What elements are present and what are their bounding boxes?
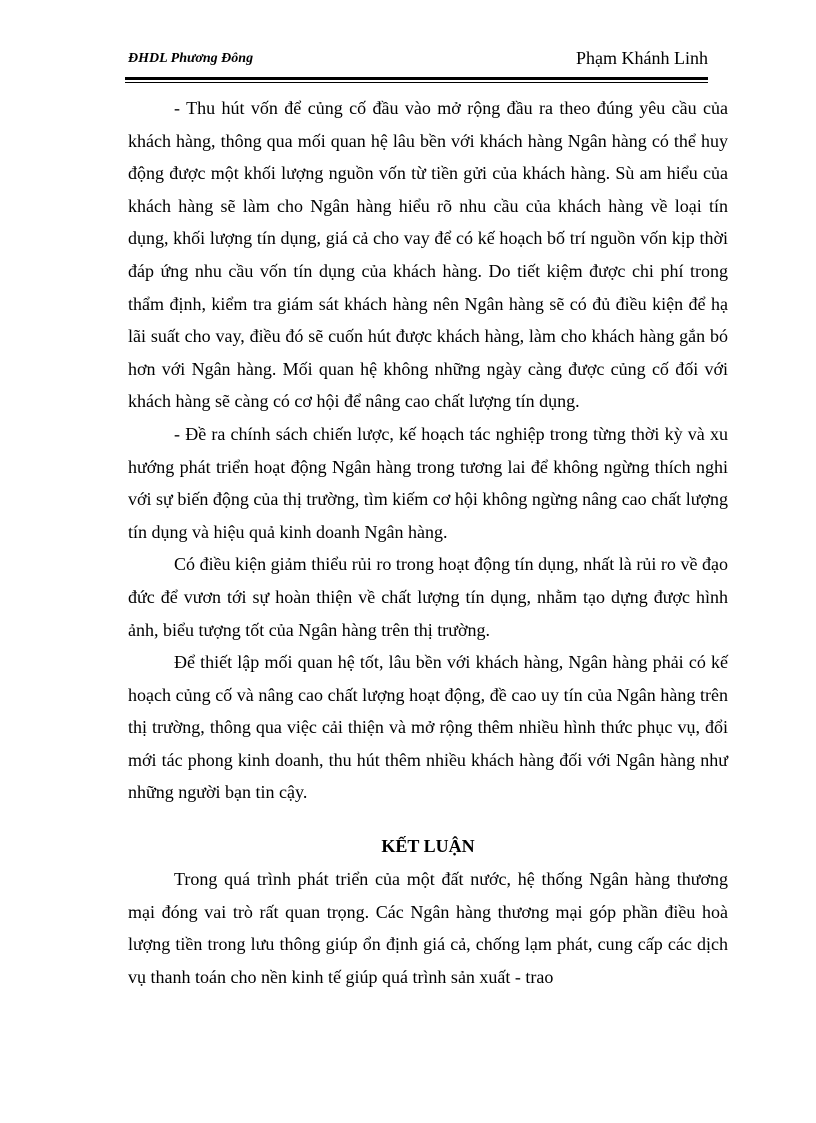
header-rule-thick [125, 77, 708, 80]
paragraph: - Thu hút vốn để củng cố đầu vào mở rộng đầu ra theo đúng yêu cầu của khách hàng, thông qua mối quan hệ lâu bền với khách hàng Ngân hàng có thể huy động được một khối lượng nguồn vốn từ tiền gửi của khách hàng. Sù am hiểu của khách hàng sẽ làm cho Ngân hàng hiểu rõ nhu cầu của khách hàng về loại tín dụng, khối lượng tín dụng, giá cả cho vay để có kế hoạch bố trí nguồn vốn kịp thời đáp ứng nhu cầu vốn tín dụng của khách hàng. Do tiết kiệm được chi phí trong thẩm định, kiểm tra giám sát khách hàng nên Ngân hàng sẽ có đủ điều kiện để hạ lãi suất cho vay, điều đó sẽ cuốn hút được khách hàng, làm cho khách hàng gắn bó hơn với Ngân hàng. Mối quan hệ không những ngày càng được củng cố đối với khách hàng sẽ càng có cơ hội để nâng cao chất lượng tín dụng. [128, 98, 728, 412]
header-university: ĐHDL Phương Đông [128, 51, 254, 66]
header-author: Phạm Khánh Linh [576, 48, 708, 68]
paragraph: - Đề ra chính sách chiến lược, kế hoạch tác nghiệp trong từng thời kỳ và xu hướng phát triển hoạt động Ngân hàng trong tương lai để không ngừng thích nghi với sự biến động của thị trường, tìm kiếm cơ hội không ngừng nâng cao chất lượng tín dụng và hiệu quả kinh doanh Ngân hàng. [128, 423, 728, 542]
header-rule-thin [125, 82, 708, 83]
paragraph: Có điều kiện giảm thiểu rủi ro trong hoạt động tín dụng, nhất là rủi ro về đạo đức để vươn tới sự hoàn thiện về chất lượng tín dụng, nhằm tạo dựng được hình ảnh, biểu tượng tốt của Ngân hàng trên thị trường. [128, 554, 728, 640]
page-header [125, 46, 708, 76]
section-heading: KẾT LUẬN [381, 836, 475, 857]
paragraph: Để thiết lập mối quan hệ tốt, lâu bền với khách hàng, Ngân hàng phải có kế hoạch củng cố và nâng cao chất lượng hoạt động, đề cao uy tín của Ngân hàng trên thị trường, thông qua việc cải thiện và mở rộng thêm nhiều hình thức phục vụ, đổi mới tác phong kinh doanh, thu hút thêm nhiều khách hàng đối với Ngân hàng như những người bạn tin cậy. [128, 652, 728, 803]
paragraph: Trong quá trình phát triển của một đất nước, hệ thống Ngân hàng thương mại đóng vai trò rất quan trọng. Các Ngân hàng thương mại góp phần điều hoà lượng tiền trong lưu thông giúp ổn định giá cả, chống lạm phát, cung cấp các dịch vụ thanh toán cho nền kinh tế giúp quá trình sản xuất - trao [128, 869, 728, 987]
document-body [128, 92, 728, 993]
